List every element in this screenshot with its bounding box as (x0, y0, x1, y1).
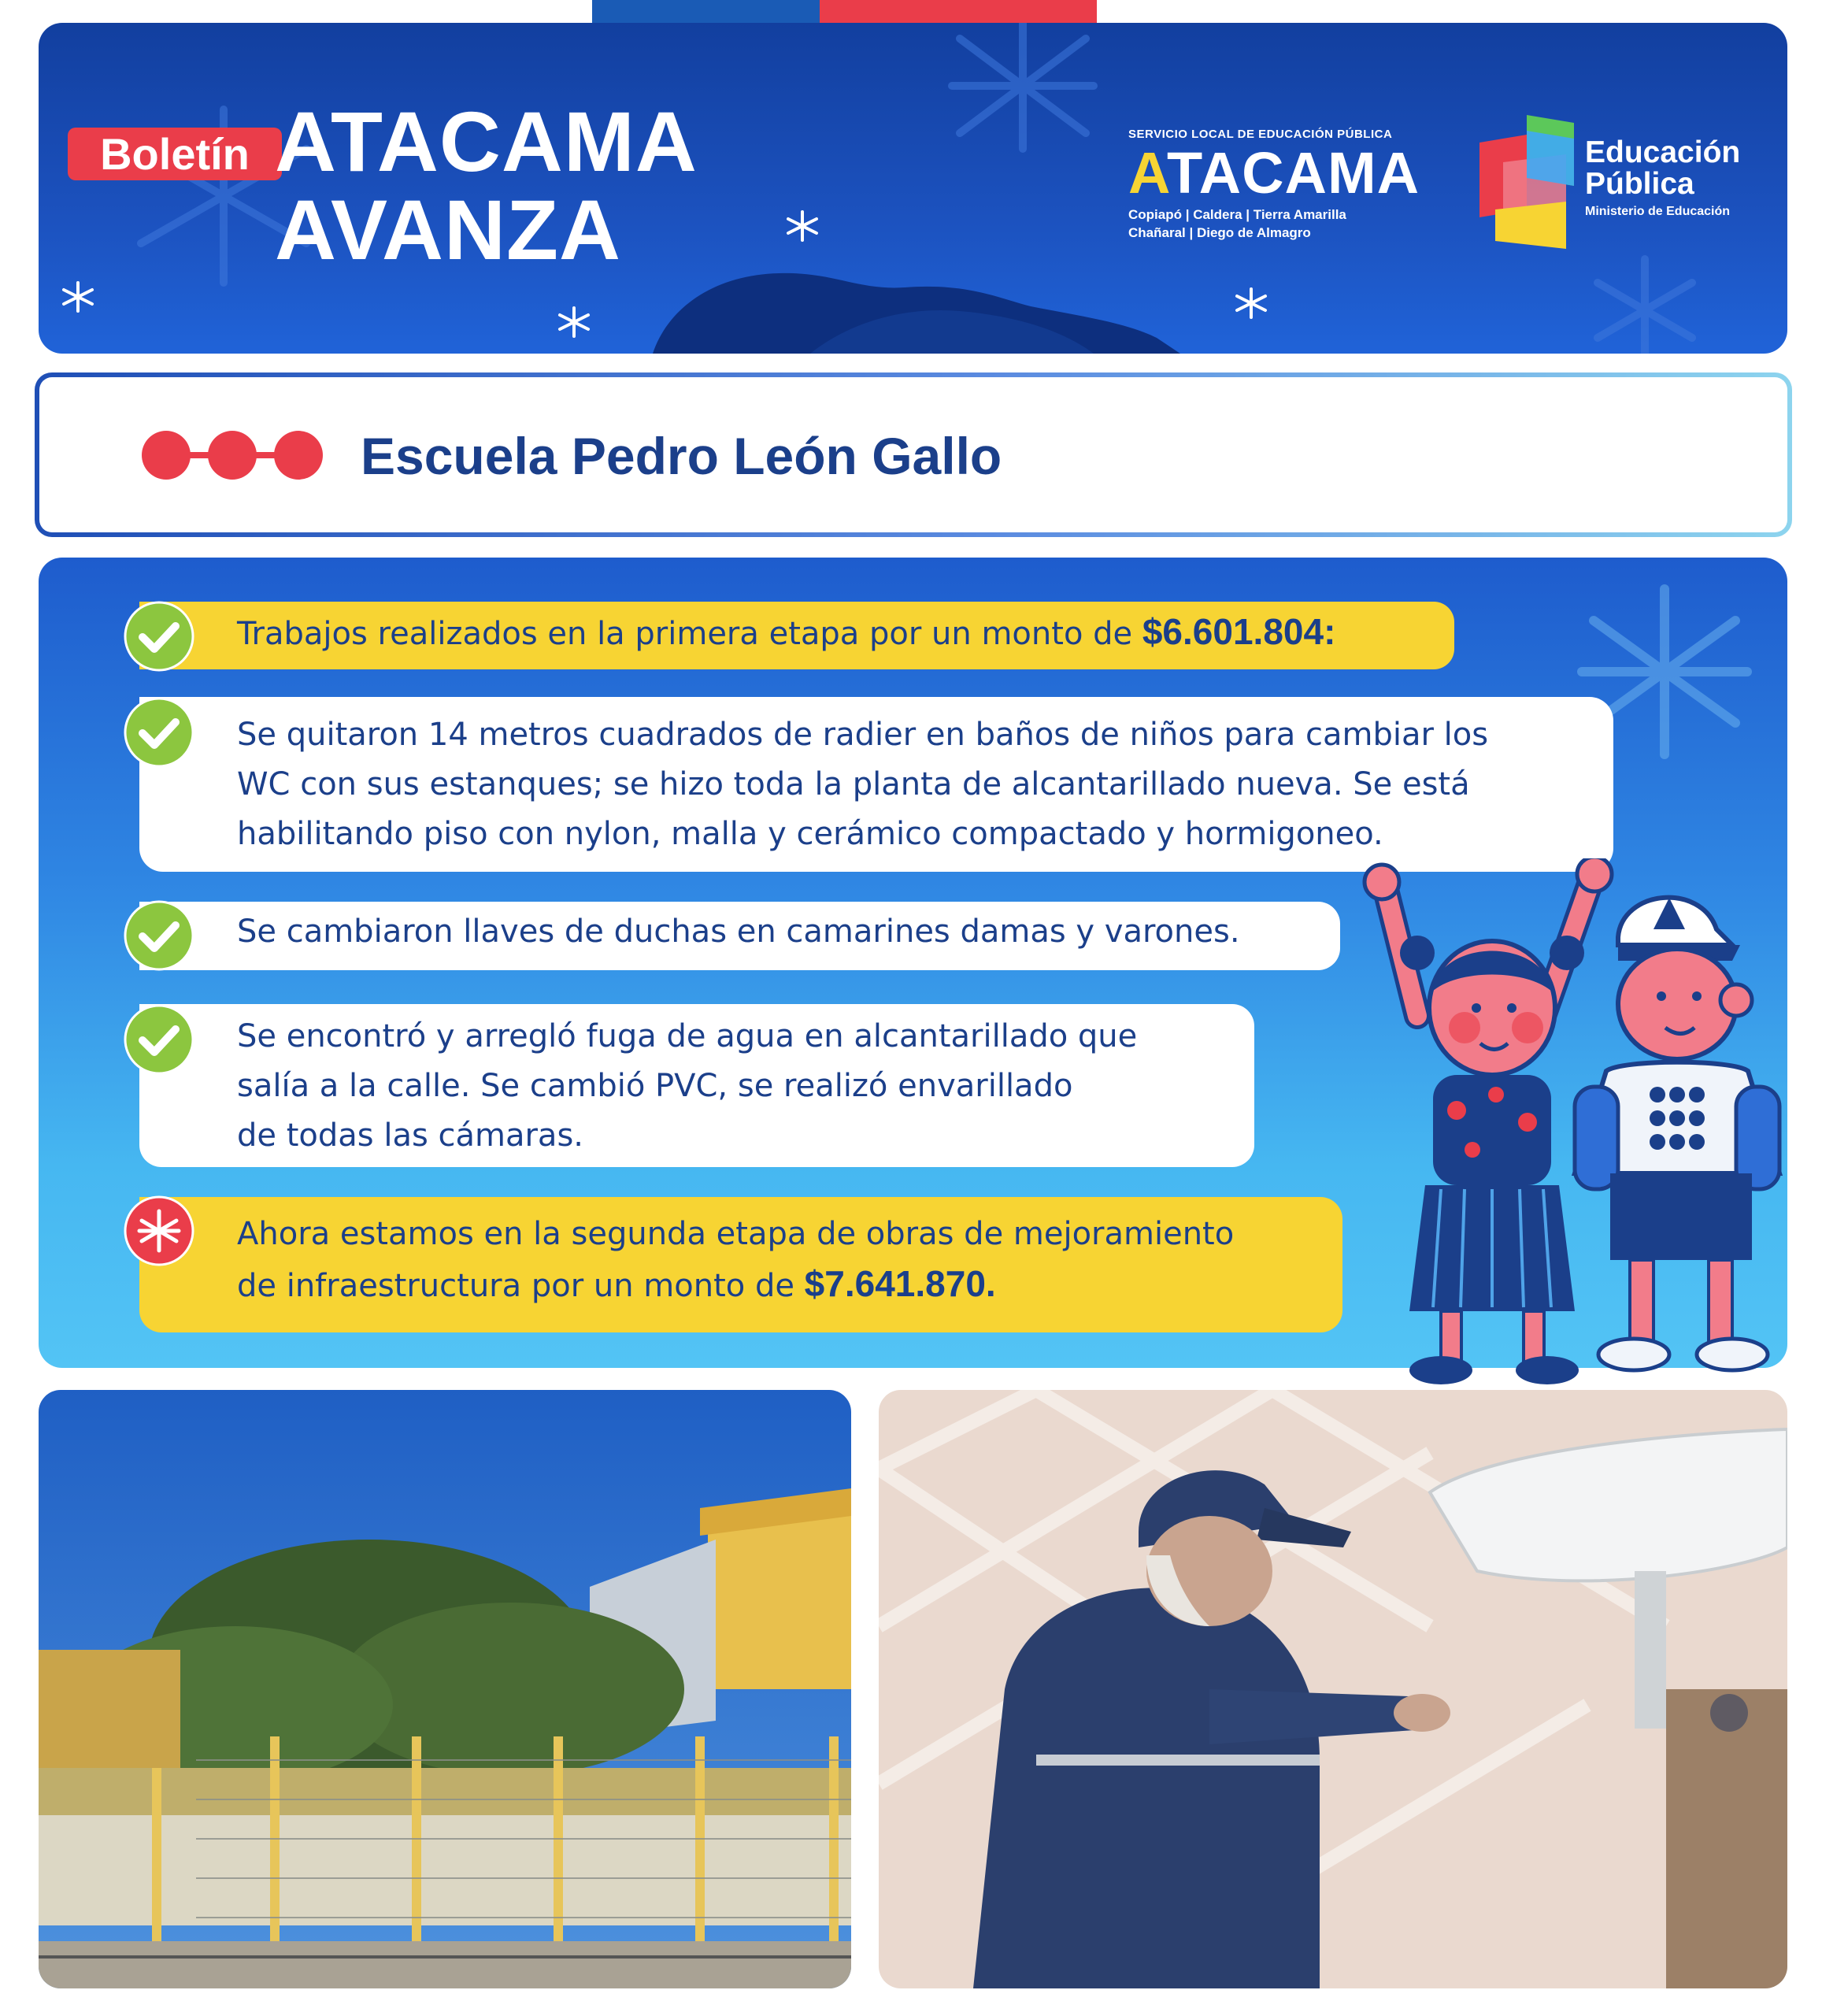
school-name-card (35, 372, 1792, 537)
three-dots-icon (142, 431, 323, 480)
school-exterior-image (39, 1390, 851, 1988)
worker-image (879, 1390, 1787, 1988)
children-illustration (1339, 858, 1795, 1394)
asterisk-circle-icon (124, 1195, 194, 1266)
bulletin-badge: Boletín (68, 128, 282, 180)
school-exterior-photo (39, 1390, 851, 1988)
top-accent-red (820, 0, 1097, 23)
item-second-stage: Ahora estamos en la segunda etapa de obras de mejoramiento de infraestructura por un monto de $7.641.870. (139, 1197, 1342, 1332)
school-name: Escuela Pedro León Gallo (361, 427, 1002, 485)
slep-kicker: SERVICIO LOCAL DE EDUCACIÓN PÚBLICA (1128, 128, 1393, 141)
bulletin-title: ATACAMA AVANZA (275, 94, 698, 277)
boy-figure (1575, 898, 1779, 1370)
slep-comunas-line2: Chañaral | Diego de Almagro (1128, 225, 1311, 240)
item-llaves-duchas: Se cambiaron llaves de duchas en camarines damas y varones. (139, 902, 1340, 970)
item-radier: Se quitaron 14 metros cuadrados de radier en baños de niños para cambiar los WC con sus estanques; se hizo toda la planta de alcantarillado nueva. Se está habilitando piso con nylon, malla y cerámico compactado y hormigoneo. (139, 697, 1613, 872)
educacion-publica-text: Educación Pública Ministerio de Educación (1585, 135, 1741, 218)
amount-first-stage: $6.601.804: (1142, 611, 1336, 652)
check-circle-icon (124, 1004, 194, 1075)
amount-second-stage: $7.641.870. (804, 1263, 996, 1304)
item-fuga-agua: Se encontró y arregló fuga de agua en alcantarillado que salía a la calle. Se cambió PVC, se realizó envarillado de todas las cámaras. (139, 1004, 1254, 1167)
check-circle-icon (124, 601, 194, 672)
slep-name: ATACAMA (1128, 140, 1420, 206)
worker-photo (879, 1390, 1787, 1988)
educacion-publica-logo-icon (1479, 115, 1582, 249)
item-first-stage: Trabajos realizados en la primera etapa por un monto de $6.601.804: (139, 602, 1454, 669)
check-circle-icon (124, 697, 194, 768)
slep-atacama-logo (1128, 128, 1475, 242)
slep-comunas-line1: Copiapó | Caldera | Tierra Amarilla (1128, 207, 1346, 222)
header-banner (39, 23, 1787, 354)
top-accent-blue (592, 0, 820, 23)
check-circle-icon (124, 900, 194, 971)
